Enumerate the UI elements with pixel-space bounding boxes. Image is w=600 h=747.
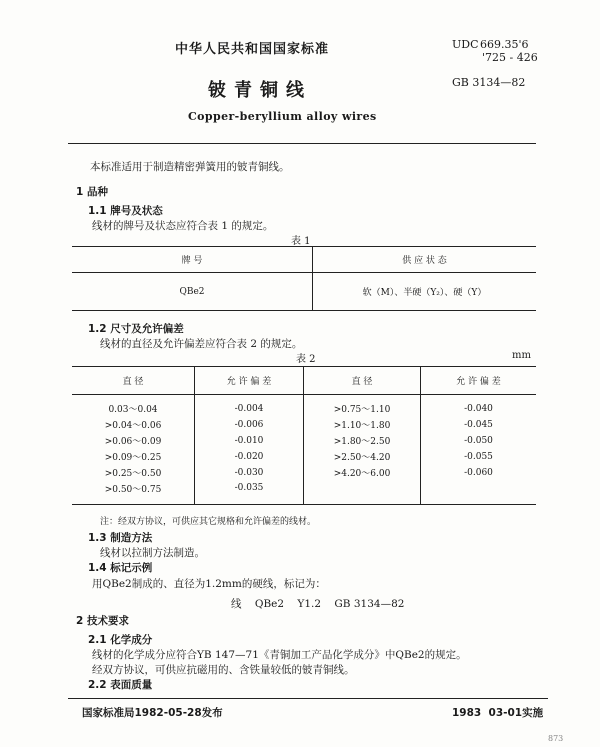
table-1-col-supply-state: 供 应 状 态 [402,256,447,266]
section-2-1-text-2: 经双方协议，可供应抗磁用的、含铁量较低的铍青铜线。 [92,664,355,676]
udc-code-secondary: '725 - 426 [482,51,538,64]
table-row [72,449,536,465]
table-2-caption: 表 2 [296,354,316,365]
table-1-col-grade: 牌 号 [72,247,313,273]
section-1-2-text: 线材的直径及允许偏差应符合表 2 的规定。 [100,338,303,350]
section-heading-1-4: 1.4 标记示例 [88,562,153,574]
table-1-caption: 表 1 [291,236,311,247]
section-2-1-text-1: 线材的化学成分应符合YB 147—71《青铜加工产品化学成分》中QBe2的规定。 [92,649,467,661]
document-title: 铍青铜线 [208,80,312,101]
table-row [72,273,536,311]
section-heading-1: 1 品种 [76,186,108,198]
section-1-3-text: 线材以拉制方法制造。 [100,547,205,559]
table-cell: -0.045 [464,419,493,430]
table-cell: -0.020 [195,449,304,465]
table-cell: >1.80～2.50 [304,433,421,449]
table-2-col-tolerance-2: 允 许 偏 差 [456,377,501,387]
section-heading-1-2: 1.2 尺寸及允许偏差 [88,323,184,335]
marking-example: 线 QBe2 Y1.2 GB 3134—82 [231,598,405,610]
table-2-note: 注：经双方协议，可供应其它规格和允许偏差的线材。 [100,517,317,527]
table-1-header-row [72,247,536,273]
header-divider [68,143,536,144]
table-row [72,433,536,449]
section-heading-2-2: 2.2 表面质量 [88,679,153,691]
table-row [72,395,536,417]
table-cell: -0.006 [195,417,304,433]
table-cell: -0.050 [464,435,493,446]
effective-date: 1983 03-01实施 [452,707,544,719]
footer-divider [68,698,548,699]
table-cell: >0.04～0.06 [72,417,195,433]
table-cell: >0.75～1.10 [304,395,421,417]
table-cell: -0.035 [195,481,304,505]
table-cell: >4.20～6.00 [304,465,421,481]
table-2-unit: mm [512,350,531,361]
gb-number: GB 3134—82 [452,76,526,89]
udc-label: UDC [452,38,479,51]
table-2-col-tolerance: 允 许 偏 差 [195,367,304,395]
section-heading-2: 2 技术要求 [76,615,129,627]
table-cell: -0.030 [195,465,304,481]
section-heading-1-1: 1.1 牌号及状态 [88,205,163,217]
table-2-col-diameter-2: 直 径 [304,367,421,395]
page-number: 873 [548,734,564,743]
table-cell [421,481,537,505]
standard-type-header: 中华人民共和国国家标准 [175,42,330,57]
table-cell: >0.50～0.75 [72,481,195,505]
document-title-english: Copper-beryllium alloy wires [188,110,377,123]
table-cell: -0.004 [195,395,304,417]
table-cell: >0.25～0.50 [72,465,195,481]
section-1-1-text: 线材的牌号及状态应符合表 1 的规定。 [92,220,274,232]
table-cell: >2.50～4.20 [304,449,421,465]
table-2-col-diameter: 直 径 [72,367,195,395]
table-row [72,481,536,505]
section-heading-1-3: 1.3 制造方法 [88,532,153,544]
table-cell: -0.055 [464,451,493,462]
table-cell: >1.10～1.80 [304,417,421,433]
issue-date: 国家标准局1982-05-28发布 [82,707,223,719]
table-cell: >0.09～0.25 [72,449,195,465]
udc-code: 669.35'6 [480,38,529,51]
table-2 [72,366,536,505]
table-row [72,417,536,433]
table-cell [304,481,421,505]
table-cell: >0.06～0.09 [72,433,195,449]
table-1-cell-grade: QBe2 [72,273,313,311]
table-cell: -0.040 [464,403,493,414]
table-1-cell-state: 软（M）、半硬（Y₂）、硬（Y） [362,288,487,298]
table-cell: -0.010 [195,433,304,449]
table-row [72,465,536,481]
table-cell: 0.03～0.04 [72,395,195,417]
intro-text: 本标准适用于制造精密弹簧用的铍青铜线。 [90,161,290,173]
table-cell: -0.060 [464,467,493,478]
section-1-4-text: 用QBe2制成的、直径为1.2mm的硬线，标记为： [92,578,326,590]
table-1 [72,246,536,311]
section-heading-2-1: 2.1 化学成分 [88,634,153,646]
table-2-header-row [72,367,536,395]
